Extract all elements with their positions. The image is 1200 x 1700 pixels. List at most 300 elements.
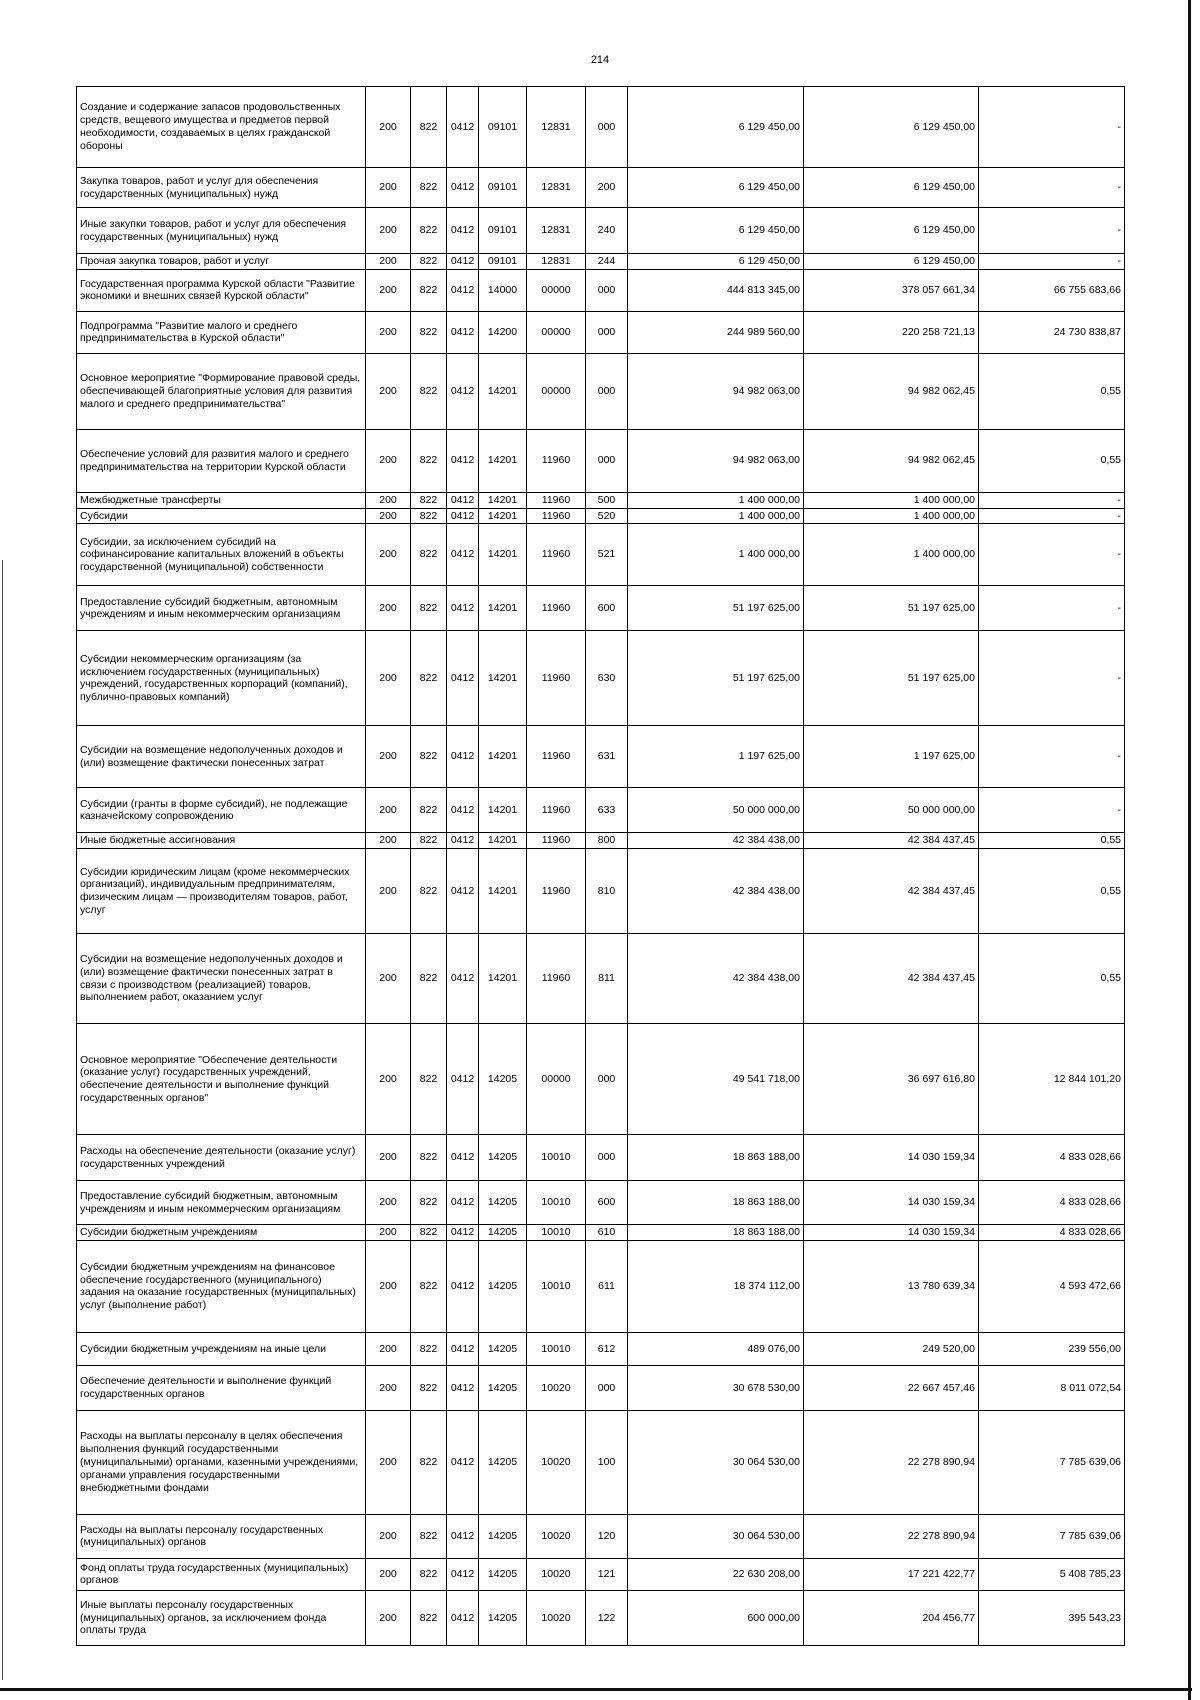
code-program: 14201: [479, 429, 527, 492]
code-ministry: 822: [411, 208, 447, 254]
row-description: Закупка товаров, работ и услуг для обеспечения государственных (муниципальных) нужд: [77, 168, 366, 208]
row-description: Иные выплаты персоналу государственных (муниципальных) органов, за исключением фонда оплаты труда: [77, 1590, 366, 1645]
code-ministry: 822: [411, 1225, 447, 1241]
code-200: 200: [366, 87, 411, 168]
code-direction: 11960: [527, 726, 586, 788]
code-ministry: 822: [411, 849, 447, 934]
code-200: 200: [366, 311, 411, 353]
code-expense-type: 600: [586, 1181, 628, 1225]
code-ministry: 822: [411, 1181, 447, 1225]
amount-executed: 22 278 890,94: [804, 1514, 979, 1558]
code-section: 0412: [447, 1181, 479, 1225]
code-section: 0412: [447, 311, 479, 353]
code-section: 0412: [447, 1024, 479, 1135]
amount-approved: 600 000,00: [628, 1590, 804, 1645]
code-expense-type: 633: [586, 788, 628, 833]
amount-executed: 204 456,77: [804, 1590, 979, 1645]
amount-approved: 6 129 450,00: [628, 254, 804, 270]
table-row: [77, 269, 1125, 311]
code-200: 200: [366, 1514, 411, 1558]
amount-unexecuted: -: [979, 524, 1125, 586]
amount-executed: 94 982 062,45: [804, 353, 979, 429]
code-section: 0412: [447, 1365, 479, 1410]
amount-unexecuted: -: [979, 492, 1125, 508]
code-200: 200: [366, 586, 411, 631]
code-program: 14201: [479, 508, 527, 524]
code-ministry: 822: [411, 1332, 447, 1365]
code-200: 200: [366, 631, 411, 726]
code-200: 200: [366, 1240, 411, 1332]
code-direction: 12831: [527, 254, 586, 270]
code-ministry: 822: [411, 254, 447, 270]
scan-edge-left: [2, 560, 3, 1680]
code-direction: 10020: [527, 1410, 586, 1514]
code-200: 200: [366, 492, 411, 508]
code-program: 14205: [479, 1332, 527, 1365]
amount-unexecuted: 4 593 472,66: [979, 1240, 1125, 1332]
amount-unexecuted: 5 408 785,23: [979, 1558, 1125, 1590]
amount-executed: 14 030 159,34: [804, 1181, 979, 1225]
code-program: 14201: [479, 492, 527, 508]
code-expense-type: 811: [586, 934, 628, 1024]
table-row: [77, 934, 1125, 1024]
code-ministry: 822: [411, 1410, 447, 1514]
amount-approved: 444 813 345,00: [628, 269, 804, 311]
amount-approved: 49 541 718,00: [628, 1024, 804, 1135]
amount-approved: 18 863 188,00: [628, 1135, 804, 1181]
table-row: [77, 631, 1125, 726]
table-row: [77, 1410, 1125, 1514]
amount-unexecuted: -: [979, 87, 1125, 168]
code-expense-type: 500: [586, 492, 628, 508]
code-direction: 11960: [527, 586, 586, 631]
row-description: Основное мероприятие "Обеспечение деятельности (оказание услуг) государственных учреждений, обеспечение деятельности и выполнение функций государственных органов": [77, 1024, 366, 1135]
code-expense-type: 612: [586, 1332, 628, 1365]
code-200: 200: [366, 1332, 411, 1365]
amount-unexecuted: 0,55: [979, 429, 1125, 492]
code-section: 0412: [447, 934, 479, 1024]
code-program: 14201: [479, 631, 527, 726]
table-row: [77, 586, 1125, 631]
table-row: [77, 1365, 1125, 1410]
code-section: 0412: [447, 726, 479, 788]
code-expense-type: 100: [586, 1410, 628, 1514]
row-description: Иные закупки товаров, работ и услуг для обеспечения государственных (муниципальных) нужд: [77, 208, 366, 254]
code-ministry: 822: [411, 631, 447, 726]
code-200: 200: [366, 353, 411, 429]
table-row: [77, 1181, 1125, 1225]
code-200: 200: [366, 726, 411, 788]
code-expense-type: 120: [586, 1514, 628, 1558]
code-direction: 11960: [527, 849, 586, 934]
code-direction: 10020: [527, 1365, 586, 1410]
amount-executed: 1 400 000,00: [804, 508, 979, 524]
code-program: 14201: [479, 726, 527, 788]
code-direction: 10010: [527, 1332, 586, 1365]
amount-approved: 1 400 000,00: [628, 492, 804, 508]
code-direction: 11960: [527, 429, 586, 492]
code-section: 0412: [447, 1590, 479, 1645]
code-200: 200: [366, 269, 411, 311]
amount-unexecuted: 8 011 072,54: [979, 1365, 1125, 1410]
code-direction: 12831: [527, 168, 586, 208]
amount-approved: 42 384 438,00: [628, 934, 804, 1024]
row-description: Обеспечение условий для развития малого и среднего предпринимательства на территории Курской области: [77, 429, 366, 492]
amount-executed: 42 384 437,45: [804, 833, 979, 849]
amount-unexecuted: 0,55: [979, 353, 1125, 429]
table-row: [77, 788, 1125, 833]
code-direction: 10020: [527, 1590, 586, 1645]
table-row: [77, 168, 1125, 208]
code-expense-type: 122: [586, 1590, 628, 1645]
code-expense-type: 810: [586, 849, 628, 934]
code-direction: 10010: [527, 1135, 586, 1181]
code-program: 14200: [479, 311, 527, 353]
amount-unexecuted: -: [979, 788, 1125, 833]
code-program: 14201: [479, 934, 527, 1024]
code-expense-type: 630: [586, 631, 628, 726]
code-direction: 10020: [527, 1558, 586, 1590]
amount-executed: 1 197 625,00: [804, 726, 979, 788]
row-description: Расходы на обеспечение деятельности (оказание услуг) государственных учреждений: [77, 1135, 366, 1181]
code-direction: 11960: [527, 508, 586, 524]
code-direction: 10010: [527, 1181, 586, 1225]
amount-unexecuted: 0,55: [979, 934, 1125, 1024]
code-ministry: 822: [411, 87, 447, 168]
code-section: 0412: [447, 524, 479, 586]
table-row: [77, 1024, 1125, 1135]
amount-unexecuted: -: [979, 254, 1125, 270]
amount-unexecuted: 7 785 639,06: [979, 1410, 1125, 1514]
code-direction: 11960: [527, 833, 586, 849]
page-number: 214: [590, 54, 610, 66]
table-row: [77, 1225, 1125, 1241]
row-description: Обеспечение деятельности и выполнение функций государственных органов: [77, 1365, 366, 1410]
amount-approved: 50 000 000,00: [628, 788, 804, 833]
amount-executed: 1 400 000,00: [804, 524, 979, 586]
code-direction: 00000: [527, 353, 586, 429]
amount-executed: 14 030 159,34: [804, 1135, 979, 1181]
amount-executed: 378 057 661,34: [804, 269, 979, 311]
code-expense-type: 000: [586, 311, 628, 353]
code-section: 0412: [447, 492, 479, 508]
code-direction: 11960: [527, 492, 586, 508]
code-program: 14205: [479, 1181, 527, 1225]
row-description: Иные бюджетные ассигнования: [77, 833, 366, 849]
code-200: 200: [366, 1365, 411, 1410]
table-row: [77, 1332, 1125, 1365]
amount-approved: 18 374 112,00: [628, 1240, 804, 1332]
amount-executed: 94 982 062,45: [804, 429, 979, 492]
amount-approved: 94 982 063,00: [628, 429, 804, 492]
table-row: [77, 429, 1125, 492]
amount-executed: 14 030 159,34: [804, 1225, 979, 1241]
code-expense-type: 000: [586, 1365, 628, 1410]
row-description: Предоставление субсидий бюджетным, автономным учреждениям и иным некоммерческим организациям: [77, 586, 366, 631]
amount-unexecuted: 0,55: [979, 849, 1125, 934]
code-200: 200: [366, 1558, 411, 1590]
table-row: [77, 492, 1125, 508]
code-ministry: 822: [411, 168, 447, 208]
code-program: 14201: [479, 586, 527, 631]
code-200: 200: [366, 1410, 411, 1514]
code-expense-type: 800: [586, 833, 628, 849]
amount-approved: 22 630 208,00: [628, 1558, 804, 1590]
table-row: [77, 311, 1125, 353]
code-200: 200: [366, 429, 411, 492]
code-200: 200: [366, 1024, 411, 1135]
code-program: 14201: [479, 353, 527, 429]
code-ministry: 822: [411, 586, 447, 631]
code-program: 14201: [479, 833, 527, 849]
code-section: 0412: [447, 87, 479, 168]
row-description: Расходы на выплаты персоналу в целях обеспечения выполнения функций государственными (муниципальными) органами, казенными учреждениями, органами управления государственными внебюджетными фондами: [77, 1410, 366, 1514]
code-expense-type: 000: [586, 429, 628, 492]
amount-executed: 6 129 450,00: [804, 254, 979, 270]
code-direction: 12831: [527, 87, 586, 168]
scan-edge-right: [1188, 0, 1191, 1700]
amount-unexecuted: -: [979, 726, 1125, 788]
code-200: 200: [366, 1181, 411, 1225]
budget-execution-table: [76, 86, 1125, 1646]
row-description: Государственная программа Курской области "Развитие экономики и внешних связей Курской области": [77, 269, 366, 311]
row-description: Субсидии бюджетным учреждениям на иные цели: [77, 1332, 366, 1365]
table-row: [77, 1590, 1125, 1645]
amount-approved: 42 384 438,00: [628, 849, 804, 934]
table-row: [77, 1240, 1125, 1332]
amount-unexecuted: 24 730 838,87: [979, 311, 1125, 353]
code-200: 200: [366, 254, 411, 270]
amount-unexecuted: 395 543,23: [979, 1590, 1125, 1645]
code-expense-type: 000: [586, 1135, 628, 1181]
amount-executed: 51 197 625,00: [804, 631, 979, 726]
code-section: 0412: [447, 833, 479, 849]
row-description: Субсидии (гранты в форме субсидий), не подлежащие казначейскому сопровождению: [77, 788, 366, 833]
code-ministry: 822: [411, 524, 447, 586]
code-section: 0412: [447, 1240, 479, 1332]
row-description: Расходы на выплаты персоналу государственных (муниципальных) органов: [77, 1514, 366, 1558]
code-direction: 11960: [527, 524, 586, 586]
amount-executed: 42 384 437,45: [804, 934, 979, 1024]
code-ministry: 822: [411, 1240, 447, 1332]
table-body: [77, 87, 1125, 1646]
code-expense-type: 200: [586, 168, 628, 208]
code-program: 09101: [479, 87, 527, 168]
row-description: Субсидии на возмещение недополученных доходов и (или) возмещение фактически понесенных затрат: [77, 726, 366, 788]
amount-executed: 17 221 422,77: [804, 1558, 979, 1590]
code-program: 14205: [479, 1365, 527, 1410]
code-200: 200: [366, 168, 411, 208]
code-section: 0412: [447, 849, 479, 934]
amount-unexecuted: 4 833 028,66: [979, 1181, 1125, 1225]
code-ministry: 822: [411, 1024, 447, 1135]
code-section: 0412: [447, 586, 479, 631]
code-direction: 12831: [527, 208, 586, 254]
amount-unexecuted: 239 556,00: [979, 1332, 1125, 1365]
code-section: 0412: [447, 168, 479, 208]
code-ministry: 822: [411, 311, 447, 353]
code-program: 14201: [479, 524, 527, 586]
amount-unexecuted: 4 833 028,66: [979, 1225, 1125, 1241]
row-description: Фонд оплаты труда государственных (муниципальных) органов: [77, 1558, 366, 1590]
amount-unexecuted: -: [979, 631, 1125, 726]
code-program: 14201: [479, 849, 527, 934]
amount-approved: 6 129 450,00: [628, 168, 804, 208]
code-section: 0412: [447, 208, 479, 254]
code-200: 200: [366, 1135, 411, 1181]
code-program: 14205: [479, 1225, 527, 1241]
row-description: Межбюджетные трансферты: [77, 492, 366, 508]
row-description: Основное мероприятие "Формирование правовой среды, обеспечивающей благоприятные условия для развития малого и среднего предпринимательства": [77, 353, 366, 429]
row-description: Субсидии юридическим лицам (кроме некоммерческих организаций), индивидуальным предпринимателям, физическим лицам — производителям товаров, работ, услуг: [77, 849, 366, 934]
amount-approved: 30 064 530,00: [628, 1410, 804, 1514]
code-ministry: 822: [411, 1558, 447, 1590]
code-section: 0412: [447, 631, 479, 726]
code-ministry: 822: [411, 429, 447, 492]
amount-executed: 50 000 000,00: [804, 788, 979, 833]
code-ministry: 822: [411, 508, 447, 524]
code-direction: 00000: [527, 1024, 586, 1135]
amount-approved: 51 197 625,00: [628, 586, 804, 631]
code-expense-type: 000: [586, 269, 628, 311]
code-expense-type: 610: [586, 1225, 628, 1241]
code-200: 200: [366, 508, 411, 524]
code-ministry: 822: [411, 788, 447, 833]
row-description: Субсидии бюджетным учреждениям на финансовое обеспечение государственного (муниципального) задания на оказание государственных (муниципальных) услуг (выполнение работ): [77, 1240, 366, 1332]
code-200: 200: [366, 849, 411, 934]
code-section: 0412: [447, 254, 479, 270]
code-program: 14000: [479, 269, 527, 311]
amount-unexecuted: -: [979, 586, 1125, 631]
amount-approved: 244 989 560,00: [628, 311, 804, 353]
amount-executed: 6 129 450,00: [804, 208, 979, 254]
code-direction: 10010: [527, 1240, 586, 1332]
amount-executed: 51 197 625,00: [804, 586, 979, 631]
code-program: 14201: [479, 788, 527, 833]
table-row: [77, 254, 1125, 270]
code-expense-type: 121: [586, 1558, 628, 1590]
code-200: 200: [366, 208, 411, 254]
code-program: 09101: [479, 168, 527, 208]
amount-unexecuted: -: [979, 168, 1125, 208]
table-row: [77, 524, 1125, 586]
amount-executed: 36 697 616,80: [804, 1024, 979, 1135]
amount-executed: 6 129 450,00: [804, 168, 979, 208]
code-ministry: 822: [411, 726, 447, 788]
code-ministry: 822: [411, 353, 447, 429]
amount-executed: 42 384 437,45: [804, 849, 979, 934]
code-program: 14205: [479, 1135, 527, 1181]
code-expense-type: 244: [586, 254, 628, 270]
scan-edge-bottom: [0, 1688, 1192, 1691]
code-direction: 00000: [527, 269, 586, 311]
table-row: [77, 849, 1125, 934]
amount-approved: 30 064 530,00: [628, 1514, 804, 1558]
table-row: [77, 833, 1125, 849]
amount-unexecuted: 4 833 028,66: [979, 1135, 1125, 1181]
code-ministry: 822: [411, 1590, 447, 1645]
code-program: 14205: [479, 1558, 527, 1590]
amount-approved: 489 076,00: [628, 1332, 804, 1365]
code-direction: 11960: [527, 788, 586, 833]
code-expense-type: 000: [586, 87, 628, 168]
code-program: 14205: [479, 1024, 527, 1135]
code-section: 0412: [447, 1558, 479, 1590]
amount-unexecuted: 0,55: [979, 833, 1125, 849]
table-row: [77, 508, 1125, 524]
amount-executed: 22 667 457,46: [804, 1365, 979, 1410]
code-section: 0412: [447, 788, 479, 833]
code-200: 200: [366, 1225, 411, 1241]
code-direction: 10020: [527, 1514, 586, 1558]
code-section: 0412: [447, 269, 479, 311]
amount-executed: 22 278 890,94: [804, 1410, 979, 1514]
table-row: [77, 87, 1125, 168]
code-200: 200: [366, 1590, 411, 1645]
amount-executed: 6 129 450,00: [804, 87, 979, 168]
amount-approved: 51 197 625,00: [628, 631, 804, 726]
code-200: 200: [366, 833, 411, 849]
amount-executed: 1 400 000,00: [804, 492, 979, 508]
amount-unexecuted: 12 844 101,20: [979, 1024, 1125, 1135]
amount-unexecuted: 66 755 683,66: [979, 269, 1125, 311]
code-ministry: 822: [411, 1514, 447, 1558]
code-section: 0412: [447, 429, 479, 492]
amount-executed: 249 520,00: [804, 1332, 979, 1365]
amount-approved: 6 129 450,00: [628, 208, 804, 254]
code-direction: 11960: [527, 631, 586, 726]
row-description: Подпрограмма "Развитие малого и среднего предпринимательства в Курской области": [77, 311, 366, 353]
amount-approved: 6 129 450,00: [628, 87, 804, 168]
code-direction: 10010: [527, 1225, 586, 1241]
amount-approved: 30 678 530,00: [628, 1365, 804, 1410]
row-description: Субсидии некоммерческим организациям (за исключением государственных (муниципальных) учреждений, государственных корпораций (компаний), публично-правовых компаний): [77, 631, 366, 726]
row-description: Предоставление субсидий бюджетным, автономным учреждениям и иным некоммерческим организациям: [77, 1181, 366, 1225]
code-section: 0412: [447, 1225, 479, 1241]
code-section: 0412: [447, 1410, 479, 1514]
amount-unexecuted: -: [979, 208, 1125, 254]
code-expense-type: 000: [586, 1024, 628, 1135]
code-program: 14205: [479, 1410, 527, 1514]
amount-approved: 1 197 625,00: [628, 726, 804, 788]
table-row: [77, 726, 1125, 788]
code-section: 0412: [447, 353, 479, 429]
row-description: Создание и содержание запасов продовольственных средств, вещевого имущества и предметов первой необходимости, создаваемых в целях гражданской обороны: [77, 87, 366, 168]
code-program: 14205: [479, 1240, 527, 1332]
code-200: 200: [366, 934, 411, 1024]
row-description: Прочая закупка товаров, работ и услуг: [77, 254, 366, 270]
code-program: 09101: [479, 254, 527, 270]
amount-approved: 94 982 063,00: [628, 353, 804, 429]
code-program: 14205: [479, 1590, 527, 1645]
amount-approved: 1 400 000,00: [628, 508, 804, 524]
row-description: Субсидии, за исключением субсидий на софинансирование капитальных вложений в объекты государственной (муниципальной) собственности: [77, 524, 366, 586]
table-row: [77, 353, 1125, 429]
code-expense-type: 611: [586, 1240, 628, 1332]
code-program: 09101: [479, 208, 527, 254]
amount-approved: 42 384 438,00: [628, 833, 804, 849]
code-direction: 00000: [527, 311, 586, 353]
amount-approved: 18 863 188,00: [628, 1225, 804, 1241]
code-direction: 11960: [527, 934, 586, 1024]
code-ministry: 822: [411, 1135, 447, 1181]
code-ministry: 822: [411, 269, 447, 311]
row-description: Субсидии на возмещение недополученных доходов и (или) возмещение фактически понесенных затрат в связи с производством (реализацией) товаров, выполнением работ, оказанием услуг: [77, 934, 366, 1024]
code-expense-type: 521: [586, 524, 628, 586]
row-description: Субсидии бюджетным учреждениям: [77, 1225, 366, 1241]
code-expense-type: 600: [586, 586, 628, 631]
code-ministry: 822: [411, 833, 447, 849]
